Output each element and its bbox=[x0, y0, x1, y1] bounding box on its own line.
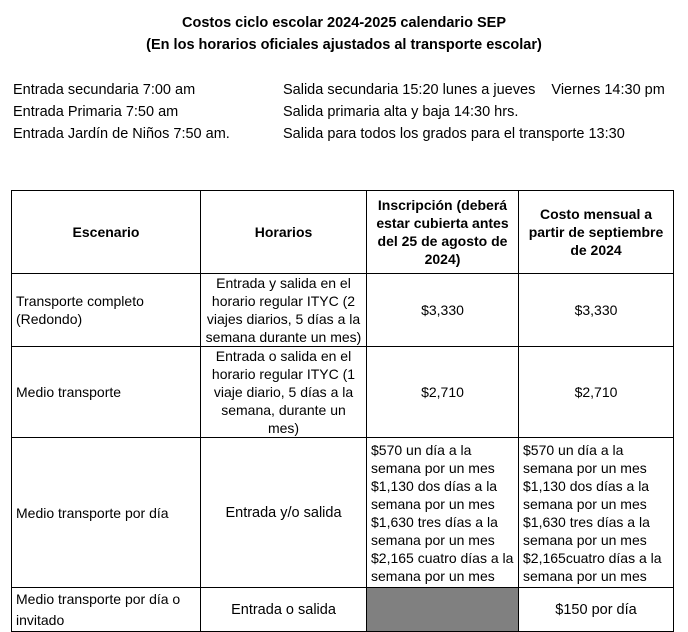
header-scenario: Escenario bbox=[12, 191, 201, 274]
schedule-entry-primary: Entrada Primaria 7:50 am bbox=[13, 104, 179, 120]
row-schedule: Entrada o salida en el horario regular ITYC (1 viaje diario, 5 días a la semana, durante un mes) bbox=[201, 347, 367, 438]
row-scenario: Medio transporte por día bbox=[12, 438, 201, 588]
table-row bbox=[12, 588, 674, 632]
row-scenario: Transporte completo (Redondo) bbox=[12, 274, 201, 347]
row-schedule: Entrada y salida en el horario regular ITYC (2 viajes diarios, 5 días a la semana durante un mes) bbox=[201, 274, 367, 347]
row-schedule: Entrada o salida bbox=[201, 588, 367, 632]
list-item: $570 un día a la semana por un mes bbox=[371, 441, 495, 476]
row-enrollment: $2,710 bbox=[367, 347, 519, 438]
schedule-exit-transport: Salida para todos los grados para el transporte 13:30 bbox=[283, 126, 625, 142]
table-row bbox=[12, 438, 674, 588]
row-monthly-list bbox=[519, 438, 674, 588]
row-enrollment-empty bbox=[367, 588, 519, 632]
list-item: $2,165 cuatro días a la semana por un mes bbox=[371, 549, 514, 584]
schedule-entry-secondary: Entrada secundaria 7:00 am bbox=[13, 82, 196, 98]
row-monthly: $150 por día bbox=[519, 588, 674, 632]
schedule-exit-primary: Salida primaria alta y baja 14:30 hrs. bbox=[283, 104, 519, 120]
table-row bbox=[12, 274, 674, 347]
row-scenario: Medio transporte por día o invitado bbox=[12, 588, 201, 632]
list-item: $1,130 dos días a la semana por un mes bbox=[523, 477, 650, 512]
list-item: $1,130 dos días a la semana por un mes bbox=[371, 477, 498, 512]
row-monthly: $2,710 bbox=[519, 347, 674, 438]
list-item: $2,165cuatro días a la semana por un mes bbox=[523, 549, 662, 584]
list-item: $570 un día a la semana por un mes bbox=[523, 441, 647, 476]
row-scenario: Medio transporte bbox=[12, 347, 201, 438]
row-enrollment-list bbox=[367, 438, 519, 588]
row-monthly: $3,330 bbox=[519, 274, 674, 347]
document-title: Costos ciclo escolar 2024-2025 calendario SEP bbox=[182, 15, 506, 31]
list-item: $1,630 tres días a la semana por un mes bbox=[523, 513, 650, 548]
row-enrollment: $3,330 bbox=[367, 274, 519, 347]
header-schedule: Horarios bbox=[201, 191, 367, 274]
schedule-exit-secondary: Salida secundaria 15:20 lunes a jueves Viernes 14:30 pm bbox=[283, 82, 665, 98]
schedule-entry-kindergarten: Entrada Jardín de Niños 7:50 am. bbox=[13, 126, 230, 142]
header-monthly: Costo mensual a partir de septiembre de 2024 bbox=[519, 191, 674, 274]
cost-table bbox=[11, 190, 674, 632]
header-enrollment: Inscripción (deberá estar cubierta antes del 25 de agosto de 2024) bbox=[367, 191, 519, 274]
table-header-row bbox=[12, 191, 674, 274]
row-schedule: Entrada y/o salida bbox=[201, 438, 367, 588]
document-subtitle: (En los horarios oficiales ajustados al transporte escolar) bbox=[146, 37, 542, 53]
list-item: $1,630 tres días a la semana por un mes bbox=[371, 513, 498, 548]
table-row bbox=[12, 347, 674, 438]
